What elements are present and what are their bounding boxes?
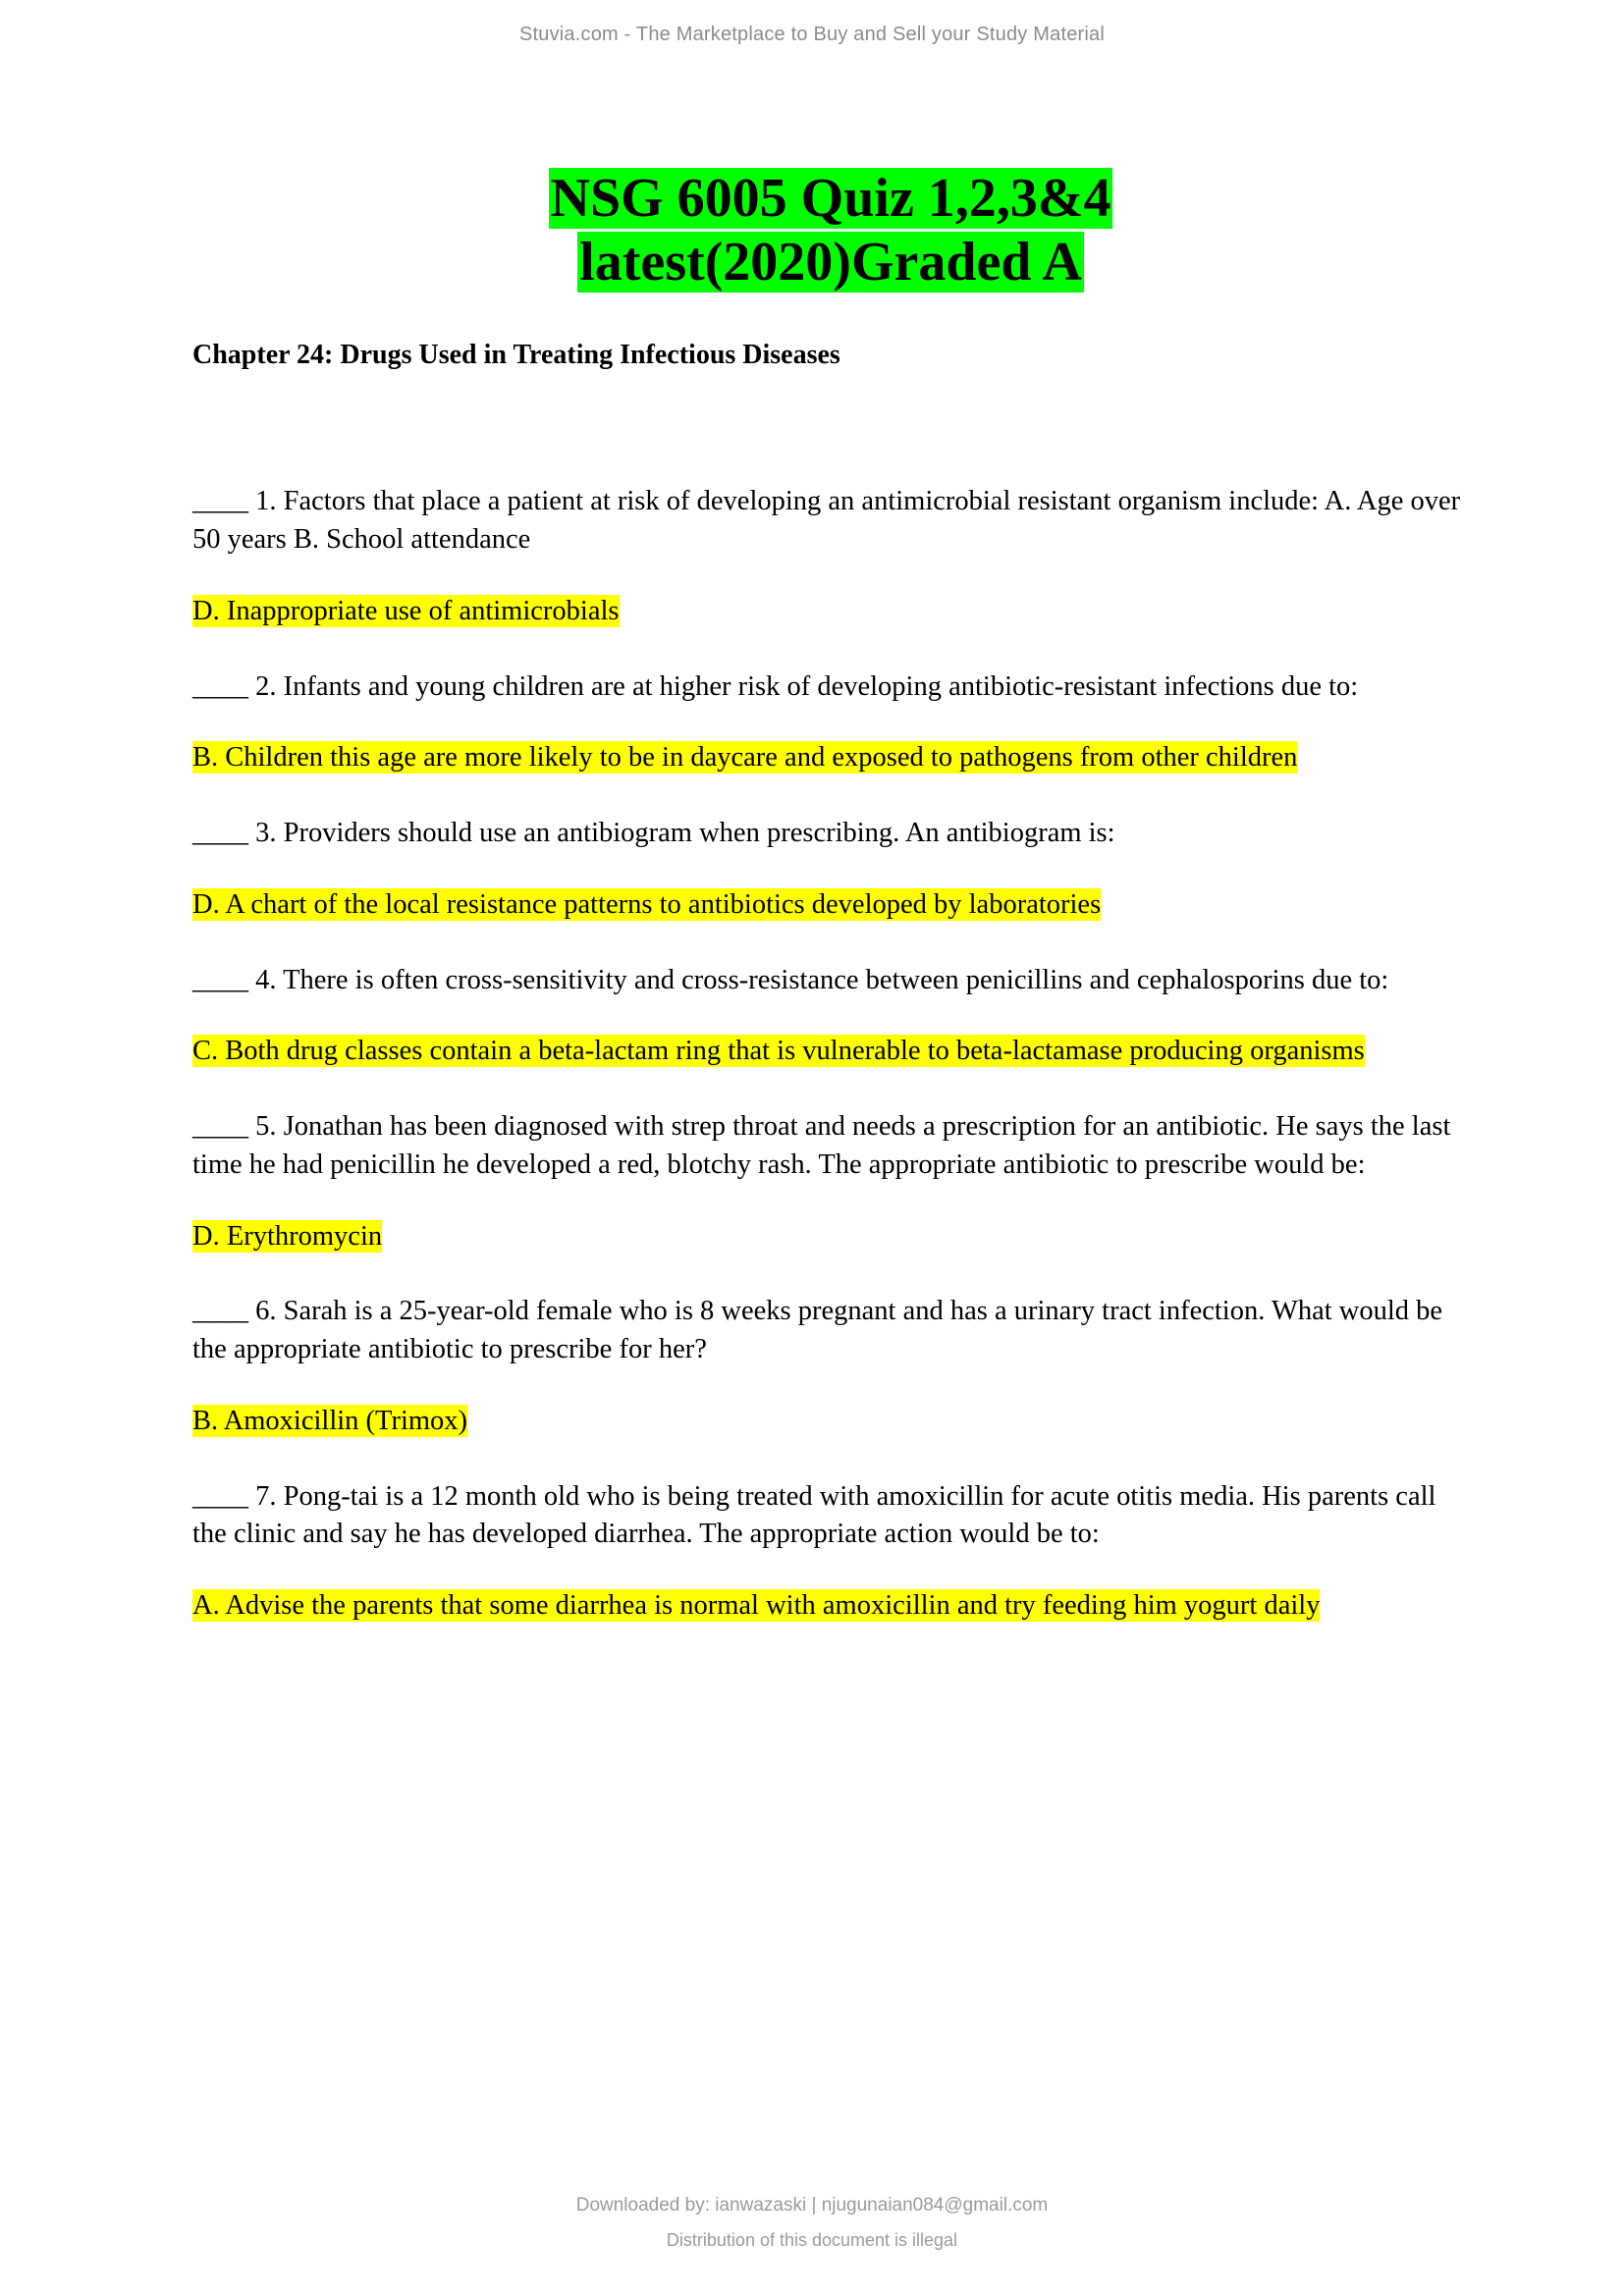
chapter-heading: Chapter 24: Drugs Used in Treating Infectious Diseases — [192, 339, 840, 370]
answer-line — [192, 1587, 1469, 1626]
footer-downloaded-by: Downloaded by: ianwazaski | njugunaian084@gmail.com — [575, 2195, 1049, 2216]
answer-highlight: B. Children this age are more likely to be in daycare and exposed to pathogens from other children — [192, 742, 1298, 774]
answer-highlight: D. Inappropriate use of antimicrobials — [192, 595, 620, 626]
question-text: ____ 7. Pong-tai is a 12 month old who is being treated with amoxicillin for acute otitis media. His parents call the clinic and say he has developed diarrhea. The appropriate action would be to: — [192, 1480, 1436, 1550]
answer-highlight: B. Amoxicillin (Trimox) — [192, 1405, 468, 1436]
answer-line — [192, 1403, 1469, 1441]
question-text: ____ 2. Infants and young children are at higher risk of developing antibiotic-resistant infections due to: — [192, 670, 1359, 702]
answer-line — [192, 739, 1469, 777]
answer-highlight: D. Erythromycin — [192, 1220, 383, 1252]
answer-highlight: D. A chart of the local resistance patterns to antibiotics developed by laboratories — [192, 888, 1102, 920]
answer-line — [192, 886, 1469, 925]
page-title — [192, 167, 1469, 294]
question-text: ____ 1. Factors that place a patient at risk of developing an antimicrobial resistant organism include: A. Age over 50 years B. School attendance — [192, 486, 1461, 556]
answer-highlight: C. Both drug classes contain a beta-lactam ring that is vulnerable to beta-lactamase producing organisms — [192, 1036, 1365, 1067]
document-content — [192, 167, 1469, 1626]
footer-distribution-notice: Distribution of this document is illegal — [666, 2230, 958, 2250]
question-text: ____ 6. Sarah is a 25-year-old female who is 8 weeks pregnant and has a urinary tract infection. What would be the appropriate antibiotic to prescribe for her? — [192, 1296, 1443, 1365]
question-text: ____ 3. Providers should use an antibiogram when prescribing. An antibiogram is: — [192, 818, 1115, 849]
answer-line — [192, 1033, 1469, 1071]
site-watermark-header: Stuvia.com - The Marketplace to Buy and Sell your Study Material — [518, 24, 1106, 45]
page-title-line-1: NSG 6005 Quiz 1,2,3&4 — [550, 168, 1111, 229]
answer-highlight: A. Advise the parents that some diarrhea is normal with amoxicillin and try feeding him yogurt daily — [192, 1590, 1321, 1622]
page-title-line-2: latest(2020)Graded A — [579, 231, 1082, 293]
question-text: ____ 5. Jonathan has been diagnosed with strep throat and needs a prescription for an antibiotic. He says the last time he had penicillin he developed a red, blotchy rash. The appropriate antibiotic to prescribe would be: — [192, 1111, 1451, 1180]
answer-line — [192, 1218, 1469, 1256]
answer-line — [192, 593, 1469, 631]
question-text: ____ 4. There is often cross-sensitivity and cross-resistance between penicillins and cephalosporins due to: — [192, 964, 1389, 995]
